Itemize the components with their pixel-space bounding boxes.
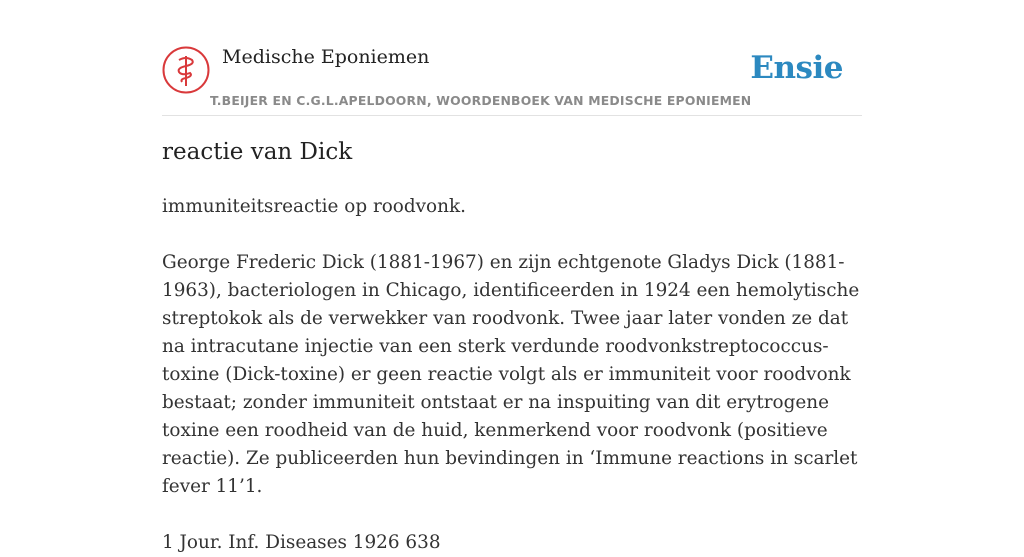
source-subtitle[interactable]: T.BEIJER EN C.G.L.APELDOORN, WOORDENBOEK VAN MEDISCHE EPONIEMEN [210,93,752,108]
page-header [162,40,862,116]
entry-title: reactie van Dick [162,139,353,165]
entry-content [162,193,872,557]
entry-footnote: 1 Jour. Inf. Diseases 1926 638 [162,532,441,553]
entry-body: George Frederic Dick (1881-1967) en zijn echtgenote Gladys Dick (1881-1963), bacteriologen in Chicago, identificeerden in 1924 een hemolytische streptokok als de verwekker van roodvonk. Twee jaar later vonden ze dat na intracutane injectie van een sterk verdunde roodvonkstreptococcus-toxine (Dick-toxine) er geen reactie volgt als er immuniteit voor roodvonk bestaat; zonder immuniteit ontstaat er na inspuiting van dit erytrogene toxine een roodheid van de huid, kenmerkend voor roodvonk (positieve reactie). Ze publiceerden hun bevindingen in ‘Immune reactions in scarlet fever 11’1. [162,252,860,497]
source-title[interactable]: Medische Eponiemen [222,46,430,68]
header-divider [162,115,862,116]
brand-logo[interactable]: Ensie [750,50,843,86]
entry-definition: immuniteitsreactie op roodvonk. [162,196,466,217]
caduceus-icon[interactable] [162,46,210,94]
